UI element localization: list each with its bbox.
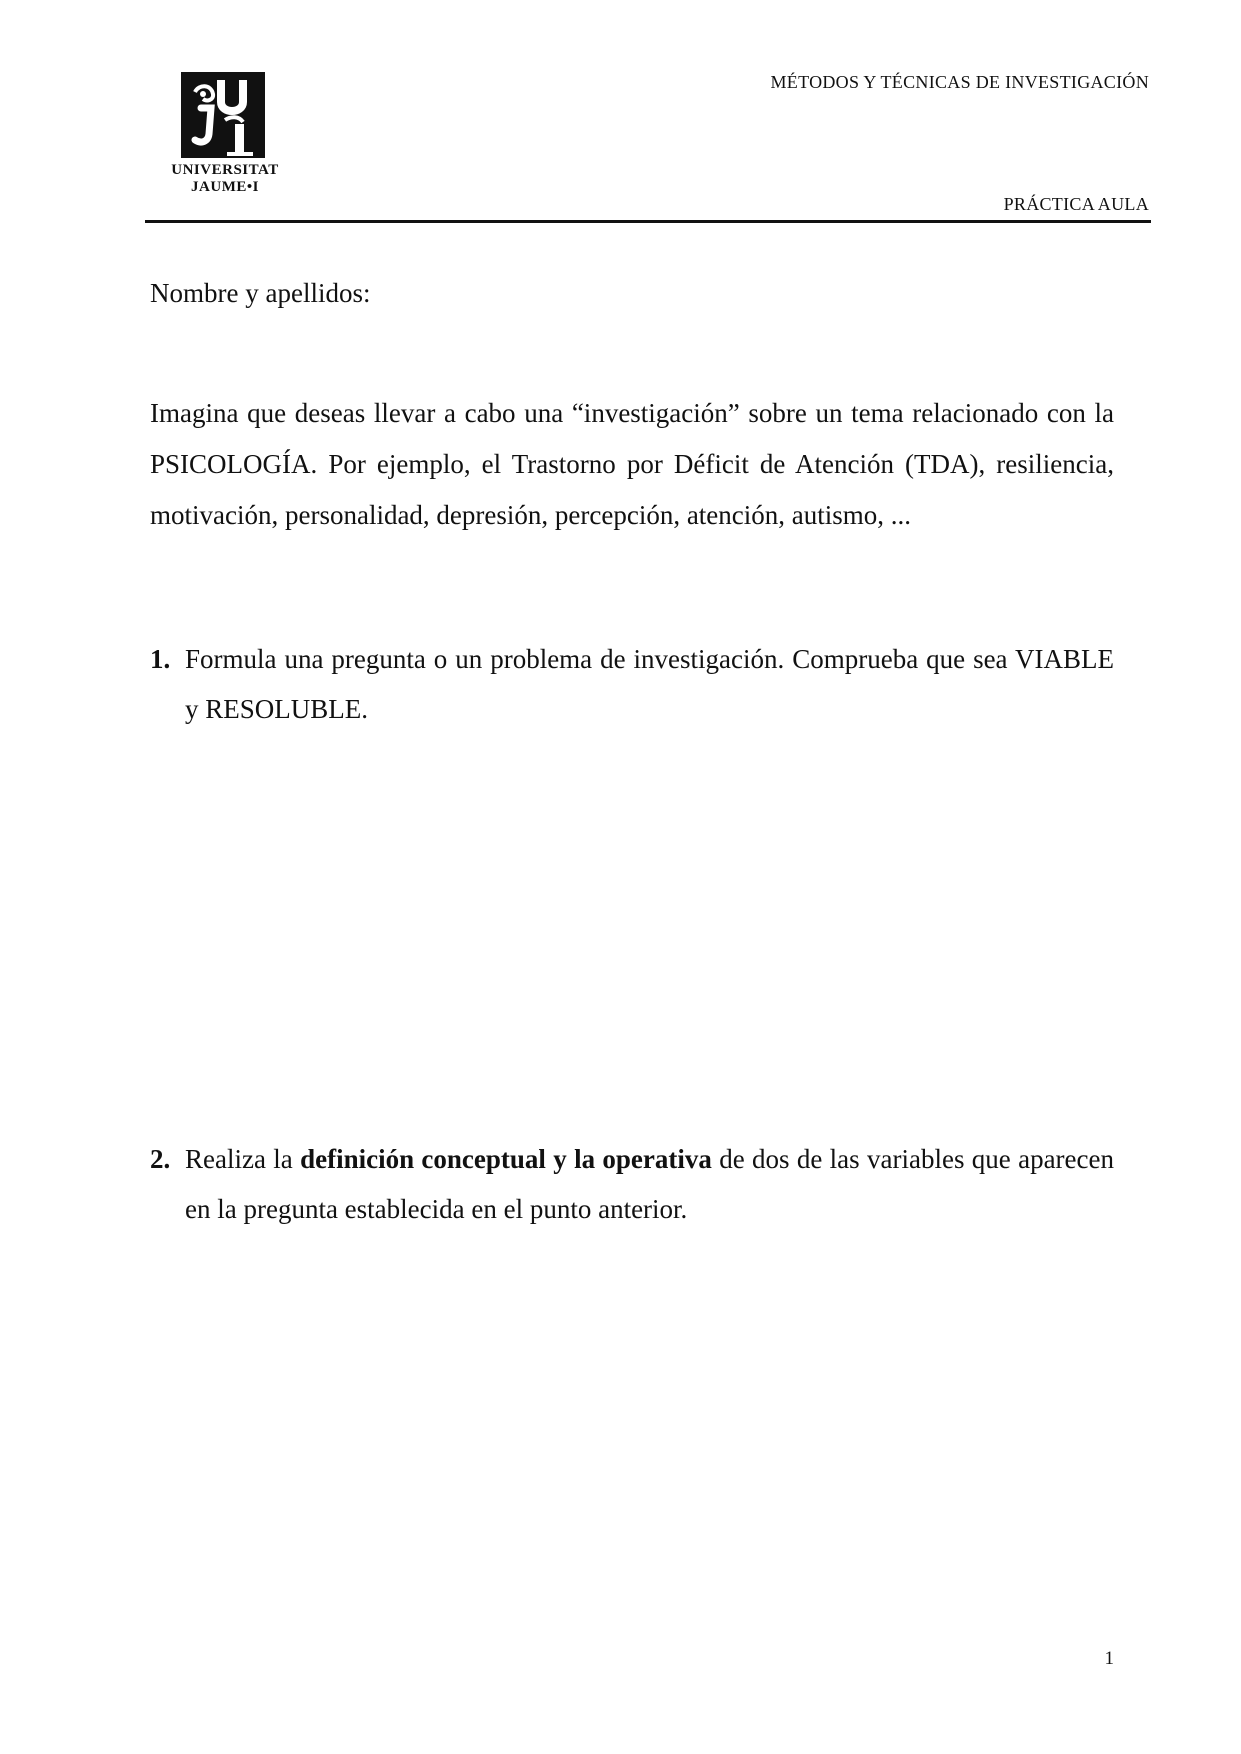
course-title: MÉTODOS Y TÉCNICAS DE INVESTIGACIÓN (770, 72, 1149, 92)
university-logo (160, 72, 290, 202)
question-2-text (185, 1134, 1114, 1234)
question-2-number: 2. (150, 1144, 171, 1174)
question-2-text-before: Realiza la (185, 1144, 293, 1174)
logo-line-1: UNIVERSITAT (171, 162, 279, 178)
university-logo-text (160, 162, 290, 196)
header-divider (145, 220, 1151, 223)
question-2-text-bold: definición conceptual y la operativa (300, 1144, 712, 1174)
page-number: 1 (1104, 1648, 1114, 1669)
question-1 (150, 634, 1114, 734)
intro-paragraph: Imagina que deseas llevar a cabo una “investigación” sobre un tema relacionado con la PSICOLOGÍA. Por ejemplo, el Trastorno por Déficit de Atención (TDA), resiliencia, motivación, personalidad, depresión, percepción, atención, autismo, ... (150, 398, 1114, 530)
question-1-text: Formula una pregunta o un problema de investigación. Comprueba que sea VIABLE y RESOLUBLE. (185, 644, 1114, 724)
name-field-label: Nombre y apellidos: (150, 278, 371, 308)
university-logo-icon (181, 72, 265, 158)
logo-line-2: JAUME•I (191, 179, 259, 195)
practice-title: PRÁCTICA AULA (1003, 194, 1149, 214)
question-2-text-after: de dos de las variables que aparecen en la pregunta establecida en el punto anterior. (185, 1144, 1114, 1224)
question-1-number: 1. (150, 644, 171, 674)
question-2 (150, 1134, 1114, 1234)
